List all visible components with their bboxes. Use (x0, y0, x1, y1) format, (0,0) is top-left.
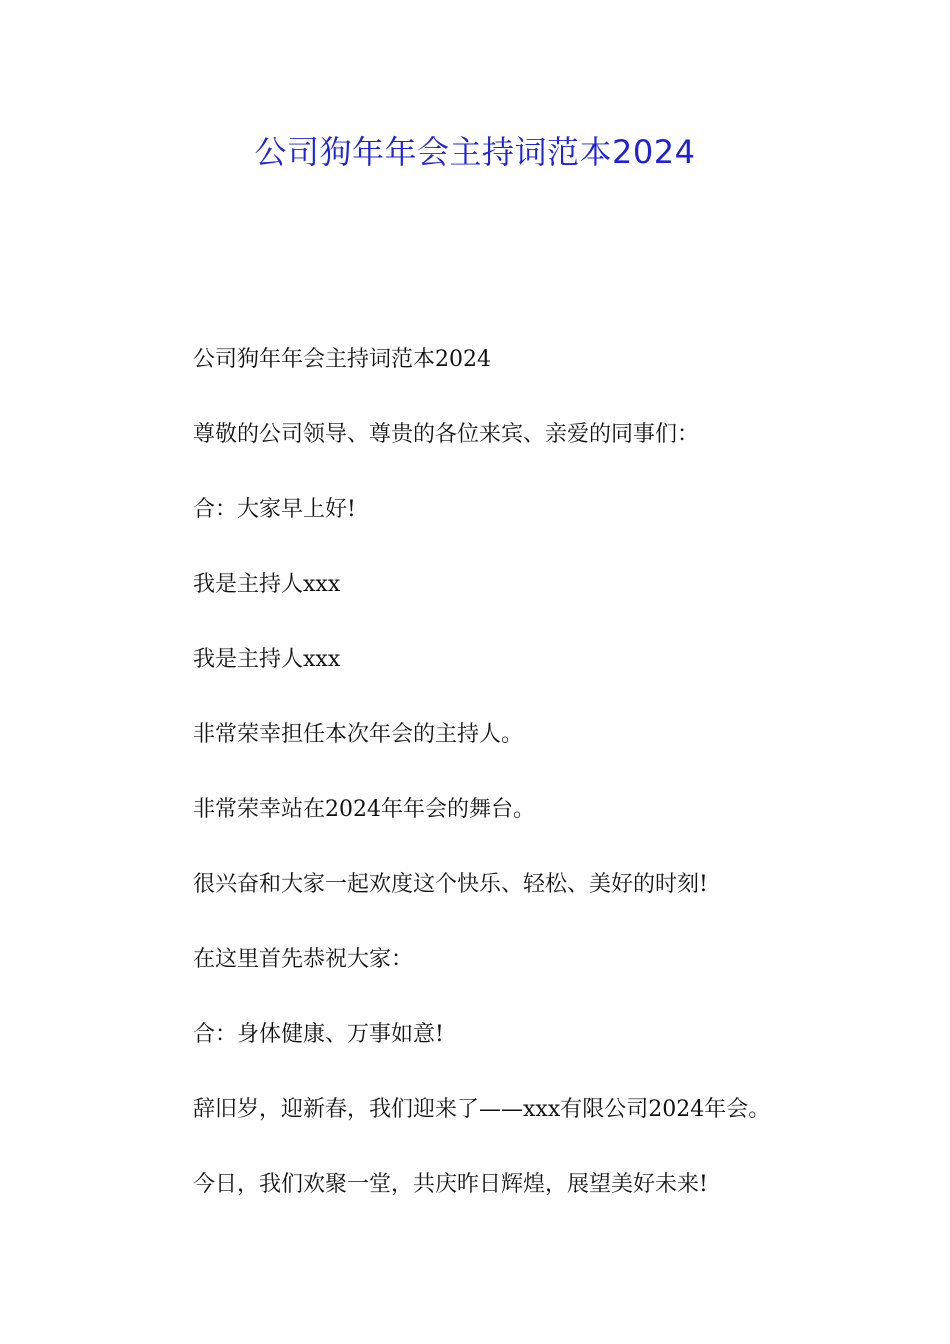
paragraph: 非常荣幸担任本次年会的主持人。 (193, 722, 524, 747)
paragraph: 非常荣幸站在2024年年会的舞台。 (193, 797, 535, 822)
document-body (193, 341, 913, 1241)
paragraph: 我是主持人xxx (193, 572, 341, 597)
paragraph: 合：大家早上好! (193, 497, 356, 522)
paragraph: 合：身体健康、万事如意! (193, 1022, 444, 1047)
paragraph: 今日，我们欢聚一堂，共庆昨日辉煌，展望美好未来! (193, 1172, 708, 1197)
paragraph: 我是主持人xxx (193, 647, 341, 672)
paragraph: 辞旧岁，迎新春，我们迎来了——xxx有限公司2024年会。 (193, 1097, 771, 1122)
paragraph: 很兴奋和大家一起欢度这个快乐、轻松、美好的时刻! (193, 872, 708, 897)
paragraph: 在这里首先恭祝大家： (193, 947, 414, 972)
document-title: 公司狗年年会主持词范本2024 (254, 133, 696, 171)
paragraph-greeting: 尊敬的公司领导、尊贵的各位来宾、亲爱的同事们： (193, 422, 700, 447)
paragraph-heading: 公司狗年年会主持词范本2024 (193, 347, 491, 372)
